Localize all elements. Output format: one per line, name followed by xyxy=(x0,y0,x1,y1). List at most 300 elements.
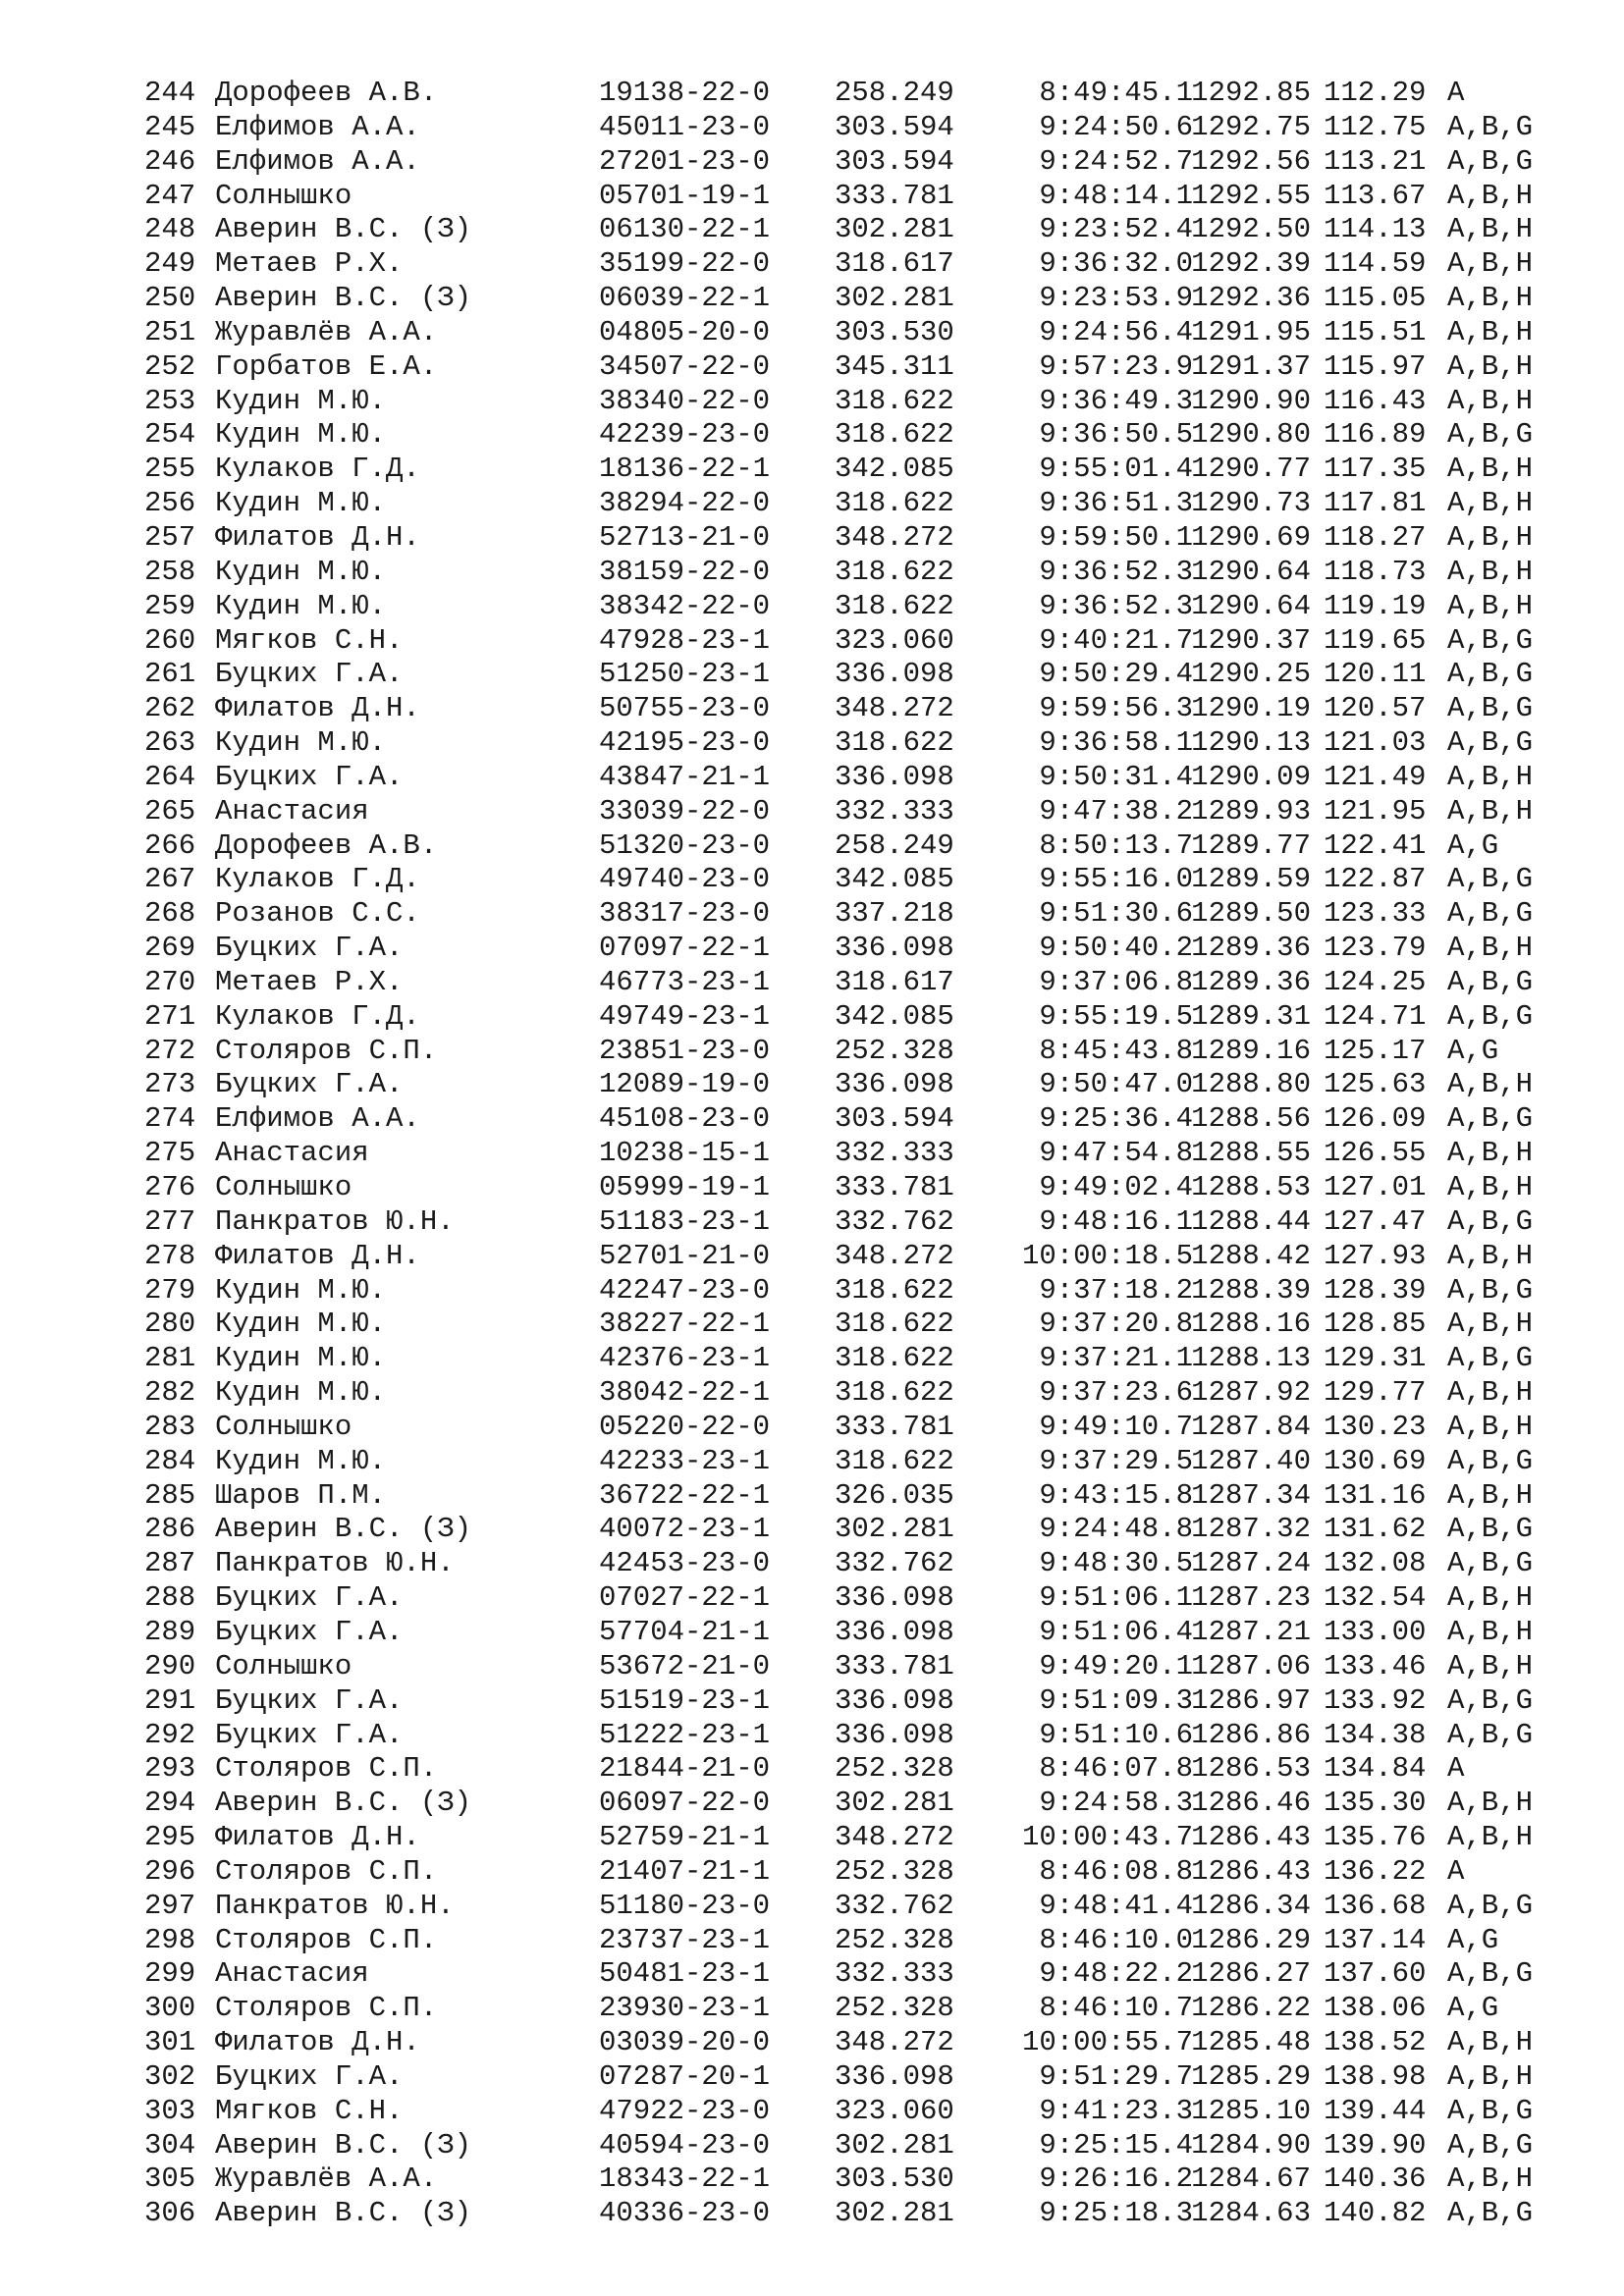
coefficient-cell: 118.27 xyxy=(1324,520,1427,554)
ring-number-cell: 07287-20-1 xyxy=(599,2059,771,2093)
coefficient-cell: 112.29 xyxy=(1324,77,1427,109)
fancier-name-cell: Столяров С.П. xyxy=(215,1034,438,1067)
coefficient-cell: 124.25 xyxy=(1324,965,1427,998)
speed-cell: 1286.22 xyxy=(1191,1992,1311,2025)
place-cell: 292 xyxy=(144,1718,196,1751)
arrival-time-cell: 9:47:54.8 xyxy=(1039,1137,1193,1170)
distance-cell: 318.622 xyxy=(835,1342,954,1375)
flags-cell: A,B,G xyxy=(1447,1204,1534,1238)
ring-number-cell: 04805-20-0 xyxy=(599,315,771,348)
table-row xyxy=(144,1719,1558,1753)
arrival-time-cell: 9:25:18.3 xyxy=(1039,2197,1193,2230)
flags-cell: A,B,H xyxy=(1447,589,1534,622)
place-cell: 283 xyxy=(144,1410,196,1443)
table-row xyxy=(144,316,1558,350)
place-cell: 260 xyxy=(144,623,196,657)
fancier-name-cell: Буцких Г.А. xyxy=(215,2059,404,2093)
speed-cell: 1290.73 xyxy=(1191,487,1311,520)
fancier-name-cell: Солнышко xyxy=(215,1410,352,1443)
ring-number-cell: 33039-22-0 xyxy=(599,794,771,828)
arrival-time-cell: 9:50:47.0 xyxy=(1039,1068,1193,1101)
distance-cell: 303.530 xyxy=(835,315,954,348)
place-cell: 257 xyxy=(144,520,196,554)
place-cell: 282 xyxy=(144,1376,196,1410)
distance-cell: 348.272 xyxy=(835,2026,954,2059)
place-cell: 291 xyxy=(144,1683,196,1717)
distance-cell: 258.249 xyxy=(835,77,954,109)
ring-number-cell: 42195-23-0 xyxy=(599,726,771,760)
flags-cell: A,B,G xyxy=(1447,144,1534,178)
distance-cell: 323.060 xyxy=(835,623,954,657)
fancier-name-cell: Аверин В.С. (З) xyxy=(215,282,472,315)
arrival-time-cell: 9:50:40.2 xyxy=(1039,932,1193,965)
speed-cell: 1287.40 xyxy=(1191,1444,1311,1477)
fancier-name-cell: Аверин В.С. (З) xyxy=(215,1787,472,1820)
ring-number-cell: 51250-23-1 xyxy=(599,658,771,691)
coefficient-cell: 121.95 xyxy=(1324,794,1427,828)
place-cell: 301 xyxy=(144,2026,196,2059)
coefficient-cell: 113.67 xyxy=(1324,179,1427,212)
fancier-name-cell: Анастасия xyxy=(215,1957,369,1991)
table-row xyxy=(144,1376,1558,1411)
coefficient-cell: 138.52 xyxy=(1324,2026,1427,2059)
speed-cell: 1288.56 xyxy=(1191,1102,1311,1136)
flags-cell: A,B,G xyxy=(1447,2128,1534,2162)
fancier-name-cell: Буцких Г.А. xyxy=(215,1581,404,1615)
coefficient-cell: 139.44 xyxy=(1324,2094,1427,2127)
speed-cell: 1292.55 xyxy=(1191,179,1311,212)
ring-number-cell: 38042-22-1 xyxy=(599,1376,771,1410)
flags-cell: A,B,H xyxy=(1447,487,1534,520)
fancier-name-cell: Буцких Г.А. xyxy=(215,1068,404,1101)
coefficient-cell: 117.81 xyxy=(1324,487,1427,520)
distance-cell: 348.272 xyxy=(835,520,954,554)
arrival-time-cell: 9:24:50.6 xyxy=(1039,110,1193,143)
arrival-time-cell: 8:46:07.8 xyxy=(1039,1752,1193,1786)
coefficient-cell: 125.63 xyxy=(1324,1068,1427,1101)
distance-cell: 258.249 xyxy=(835,828,954,862)
flags-cell: A xyxy=(1447,1752,1465,1786)
arrival-time-cell: 9:49:02.4 xyxy=(1039,1171,1193,1203)
fancier-name-cell: Солнышко xyxy=(215,179,352,212)
arrival-time-cell: 8:49:45.1 xyxy=(1039,77,1193,109)
place-cell: 251 xyxy=(144,315,196,348)
flags-cell: A,B,H xyxy=(1447,760,1534,793)
place-cell: 289 xyxy=(144,1615,196,1648)
speed-cell: 1290.64 xyxy=(1191,555,1311,588)
distance-cell: 333.781 xyxy=(835,1410,954,1443)
ring-number-cell: 45108-23-0 xyxy=(599,1102,771,1136)
coefficient-cell: 123.33 xyxy=(1324,897,1427,931)
speed-cell: 1287.06 xyxy=(1191,1649,1311,1682)
flags-cell: A xyxy=(1447,77,1465,109)
distance-cell: 336.098 xyxy=(835,658,954,691)
coefficient-cell: 129.77 xyxy=(1324,1376,1427,1410)
coefficient-cell: 132.54 xyxy=(1324,1581,1427,1615)
ring-number-cell: 35199-22-0 xyxy=(599,247,771,281)
place-cell: 252 xyxy=(144,349,196,383)
distance-cell: 332.762 xyxy=(835,1547,954,1580)
coefficient-cell: 119.19 xyxy=(1324,589,1427,622)
speed-cell: 1286.86 xyxy=(1191,1718,1311,1751)
flags-cell: A,B,H xyxy=(1447,932,1534,965)
fancier-name-cell: Буцких Г.А. xyxy=(215,1718,404,1751)
flags-cell: A,G xyxy=(1447,828,1499,862)
distance-cell: 302.281 xyxy=(835,1787,954,1820)
ring-number-cell: 57704-21-1 xyxy=(599,1615,771,1648)
flags-cell: A,G xyxy=(1447,1034,1499,1067)
speed-cell: 1287.21 xyxy=(1191,1615,1311,1648)
ring-number-cell: 18343-22-1 xyxy=(599,2163,771,2196)
table-row xyxy=(144,247,1558,282)
ring-number-cell: 05701-19-1 xyxy=(599,179,771,212)
arrival-time-cell: 9:48:14.1 xyxy=(1039,179,1193,212)
fancier-name-cell: Столяров С.П. xyxy=(215,1854,438,1888)
speed-cell: 1288.39 xyxy=(1191,1273,1311,1307)
speed-cell: 1290.09 xyxy=(1191,760,1311,793)
fancier-name-cell: Кудин М.Ю. xyxy=(215,589,387,622)
table-row xyxy=(144,1342,1558,1376)
arrival-time-cell: 9:43:15.8 xyxy=(1039,1478,1193,1512)
coefficient-cell: 116.43 xyxy=(1324,384,1427,417)
table-row xyxy=(144,1890,1558,1924)
place-cell: 263 xyxy=(144,726,196,760)
coefficient-cell: 128.85 xyxy=(1324,1308,1427,1341)
speed-cell: 1291.95 xyxy=(1191,315,1311,348)
place-cell: 277 xyxy=(144,1204,196,1238)
distance-cell: 318.622 xyxy=(835,384,954,417)
place-cell: 287 xyxy=(144,1547,196,1580)
place-cell: 298 xyxy=(144,1923,196,1956)
ring-number-cell: 52759-21-1 xyxy=(599,1821,771,1854)
flags-cell: A,B,H xyxy=(1447,2026,1534,2059)
speed-cell: 1286.27 xyxy=(1191,1957,1311,1991)
place-cell: 250 xyxy=(144,282,196,315)
ring-number-cell: 47922-23-0 xyxy=(599,2094,771,2127)
table-row xyxy=(144,350,1558,385)
distance-cell: 348.272 xyxy=(835,1239,954,1272)
ring-number-cell: 50755-23-0 xyxy=(599,692,771,725)
fancier-name-cell: Аверин В.С. (З) xyxy=(215,2128,472,2162)
coefficient-cell: 121.03 xyxy=(1324,726,1427,760)
ring-number-cell: 05999-19-1 xyxy=(599,1171,771,1203)
coefficient-cell: 136.68 xyxy=(1324,1889,1427,1922)
speed-cell: 1290.69 xyxy=(1191,520,1311,554)
arrival-time-cell: 8:50:13.7 xyxy=(1039,828,1193,862)
coefficient-cell: 113.21 xyxy=(1324,144,1427,178)
speed-cell: 1290.25 xyxy=(1191,658,1311,691)
arrival-time-cell: 9:24:58.3 xyxy=(1039,1787,1193,1820)
arrival-time-cell: 9:50:29.4 xyxy=(1039,658,1193,691)
place-cell: 285 xyxy=(144,1478,196,1512)
arrival-time-cell: 9:51:06.4 xyxy=(1039,1615,1193,1648)
coefficient-cell: 128.39 xyxy=(1324,1273,1427,1307)
fancier-name-cell: Буцких Г.А. xyxy=(215,932,404,965)
place-cell: 267 xyxy=(144,863,196,896)
flags-cell: A,B,G xyxy=(1447,623,1534,657)
arrival-time-cell: 9:51:29.7 xyxy=(1039,2059,1193,2093)
ring-number-cell: 43847-21-1 xyxy=(599,760,771,793)
fancier-name-cell: Кудин М.Ю. xyxy=(215,1444,387,1477)
fancier-name-cell: Елфимов А.А. xyxy=(215,1102,420,1136)
coefficient-cell: 133.00 xyxy=(1324,1615,1427,1648)
coefficient-cell: 129.31 xyxy=(1324,1342,1427,1375)
place-cell: 259 xyxy=(144,589,196,622)
arrival-time-cell: 9:49:10.7 xyxy=(1039,1410,1193,1443)
distance-cell: 342.085 xyxy=(835,863,954,896)
table-row xyxy=(144,1616,1558,1650)
flags-cell: A,B,G xyxy=(1447,1342,1534,1375)
place-cell: 284 xyxy=(144,1444,196,1477)
table-row xyxy=(144,1137,1558,1171)
table-row xyxy=(144,1308,1558,1342)
table-row xyxy=(144,1855,1558,1890)
table-row xyxy=(144,2095,1558,2129)
speed-cell: 1285.48 xyxy=(1191,2026,1311,2059)
flags-cell: A xyxy=(1447,1854,1465,1888)
place-cell: 246 xyxy=(144,144,196,178)
distance-cell: 303.594 xyxy=(835,110,954,143)
place-cell: 262 xyxy=(144,692,196,725)
fancier-name-cell: Розанов С.С. xyxy=(215,897,420,931)
coefficient-cell: 138.98 xyxy=(1324,2059,1427,2093)
distance-cell: 318.622 xyxy=(835,589,954,622)
place-cell: 245 xyxy=(144,110,196,143)
fancier-name-cell: Панкратов Ю.Н. xyxy=(215,1547,455,1580)
distance-cell: 252.328 xyxy=(835,1034,954,1067)
place-cell: 248 xyxy=(144,213,196,246)
arrival-time-cell: 9:40:21.7 xyxy=(1039,623,1193,657)
table-row xyxy=(144,2197,1558,2231)
flags-cell: A,B,G xyxy=(1447,1273,1534,1307)
speed-cell: 1288.16 xyxy=(1191,1308,1311,1341)
place-cell: 278 xyxy=(144,1239,196,1272)
table-row xyxy=(144,1924,1558,1958)
fancier-name-cell: Панкратов Ю.Н. xyxy=(215,1889,455,1922)
speed-cell: 1290.90 xyxy=(1191,384,1311,417)
ring-number-cell: 47928-23-1 xyxy=(599,623,771,657)
speed-cell: 1289.93 xyxy=(1191,794,1311,828)
flags-cell: A,B,G xyxy=(1447,863,1534,896)
place-cell: 296 xyxy=(144,1854,196,1888)
coefficient-cell: 140.36 xyxy=(1324,2163,1427,2196)
arrival-time-cell: 9:24:52.7 xyxy=(1039,144,1193,178)
place-cell: 256 xyxy=(144,487,196,520)
place-cell: 281 xyxy=(144,1342,196,1375)
distance-cell: 318.622 xyxy=(835,555,954,588)
table-row xyxy=(144,1171,1558,1205)
place-cell: 305 xyxy=(144,2163,196,2196)
fancier-name-cell: Метаев Р.Х. xyxy=(215,965,404,998)
flags-cell: A,B,G xyxy=(1447,2094,1534,2127)
fancier-name-cell: Елфимов А.А. xyxy=(215,110,420,143)
coefficient-cell: 132.08 xyxy=(1324,1547,1427,1580)
arrival-time-cell: 9:57:23.9 xyxy=(1039,349,1193,383)
arrival-time-cell: 9:50:31.4 xyxy=(1039,760,1193,793)
coefficient-cell: 120.57 xyxy=(1324,692,1427,725)
coefficient-cell: 116.89 xyxy=(1324,418,1427,452)
arrival-time-cell: 9:48:41.4 xyxy=(1039,1889,1193,1922)
ring-number-cell: 49749-23-1 xyxy=(599,999,771,1033)
distance-cell: 252.328 xyxy=(835,1854,954,1888)
distance-cell: 348.272 xyxy=(835,692,954,725)
place-cell: 268 xyxy=(144,897,196,931)
arrival-time-cell: 9:25:15.4 xyxy=(1039,2128,1193,2162)
table-row xyxy=(144,829,1558,864)
arrival-time-cell: 9:37:18.2 xyxy=(1039,1273,1193,1307)
speed-cell: 1289.77 xyxy=(1191,828,1311,862)
flags-cell: A,B,G xyxy=(1447,1889,1534,1922)
table-row xyxy=(144,1205,1558,1240)
table-row xyxy=(144,2163,1558,2197)
flags-cell: A,B,G xyxy=(1447,1547,1534,1580)
place-cell: 299 xyxy=(144,1957,196,1991)
distance-cell: 337.218 xyxy=(835,897,954,931)
table-row xyxy=(144,145,1558,180)
place-cell: 273 xyxy=(144,1068,196,1101)
coefficient-cell: 115.05 xyxy=(1324,282,1427,315)
table-row xyxy=(144,1752,1558,1787)
fancier-name-cell: Кулаков Г.Д. xyxy=(215,999,420,1033)
table-row xyxy=(144,2129,1558,2163)
distance-cell: 333.781 xyxy=(835,1649,954,1682)
distance-cell: 318.622 xyxy=(835,487,954,520)
distance-cell: 336.098 xyxy=(835,2059,954,2093)
arrival-time-cell: 9:36:51.3 xyxy=(1039,487,1193,520)
distance-cell: 336.098 xyxy=(835,1581,954,1615)
ring-number-cell: 23851-23-0 xyxy=(599,1034,771,1067)
distance-cell: 332.762 xyxy=(835,1204,954,1238)
flags-cell: A,B,H xyxy=(1447,1068,1534,1101)
arrival-time-cell: 8:46:10.7 xyxy=(1039,1992,1193,2025)
place-cell: 244 xyxy=(144,77,196,109)
coefficient-cell: 124.71 xyxy=(1324,999,1427,1033)
distance-cell: 302.281 xyxy=(835,1513,954,1546)
fancier-name-cell: Елфимов А.А. xyxy=(215,144,420,178)
speed-cell: 1286.43 xyxy=(1191,1854,1311,1888)
speed-cell: 1290.64 xyxy=(1191,589,1311,622)
fancier-name-cell: Дорофеев А.В. xyxy=(215,77,438,109)
coefficient-cell: 117.35 xyxy=(1324,453,1427,486)
speed-cell: 1286.53 xyxy=(1191,1752,1311,1786)
speed-cell: 1287.34 xyxy=(1191,1478,1311,1512)
place-cell: 297 xyxy=(144,1889,196,1922)
results-table xyxy=(144,77,1558,2231)
coefficient-cell: 126.09 xyxy=(1324,1102,1427,1136)
speed-cell: 1284.63 xyxy=(1191,2197,1311,2230)
ring-number-cell: 42376-23-1 xyxy=(599,1342,771,1375)
table-row xyxy=(144,1445,1558,1479)
arrival-time-cell: 9:51:09.3 xyxy=(1039,1683,1193,1717)
table-row xyxy=(144,453,1558,487)
speed-cell: 1287.92 xyxy=(1191,1376,1311,1410)
table-row xyxy=(144,1513,1558,1547)
distance-cell: 303.594 xyxy=(835,1102,954,1136)
coefficient-cell: 127.93 xyxy=(1324,1239,1427,1272)
place-cell: 286 xyxy=(144,1513,196,1546)
speed-cell: 1290.80 xyxy=(1191,418,1311,452)
fancier-name-cell: Анастасия xyxy=(215,794,369,828)
ring-number-cell: 51183-23-1 xyxy=(599,1204,771,1238)
speed-cell: 1287.84 xyxy=(1191,1410,1311,1443)
arrival-time-cell: 8:46:10.0 xyxy=(1039,1923,1193,1956)
fancier-name-cell: Буцких Г.А. xyxy=(215,760,404,793)
table-row xyxy=(144,1035,1558,1069)
place-cell: 275 xyxy=(144,1137,196,1170)
speed-cell: 1292.85 xyxy=(1191,77,1311,109)
fancier-name-cell: Буцких Г.А. xyxy=(215,1615,404,1648)
flags-cell: A,B,G xyxy=(1447,965,1534,998)
place-cell: 264 xyxy=(144,760,196,793)
coefficient-cell: 114.13 xyxy=(1324,213,1427,246)
flags-cell: A,B,H xyxy=(1447,453,1534,486)
ring-number-cell: 52713-21-0 xyxy=(599,520,771,554)
arrival-time-cell: 9:26:16.2 xyxy=(1039,2163,1193,2196)
ring-number-cell: 21407-21-1 xyxy=(599,1854,771,1888)
ring-number-cell: 40594-23-0 xyxy=(599,2128,771,2162)
distance-cell: 348.272 xyxy=(835,1821,954,1854)
table-row xyxy=(144,1547,1558,1581)
place-cell: 304 xyxy=(144,2128,196,2162)
flags-cell: A,B,G xyxy=(1447,110,1534,143)
speed-cell: 1292.75 xyxy=(1191,110,1311,143)
arrival-time-cell: 9:36:58.1 xyxy=(1039,726,1193,760)
ring-number-cell: 40072-23-1 xyxy=(599,1513,771,1546)
flags-cell: A,B,G xyxy=(1447,1102,1534,1136)
fancier-name-cell: Филатов Д.Н. xyxy=(215,2026,420,2059)
speed-cell: 1292.56 xyxy=(1191,144,1311,178)
speed-cell: 1288.13 xyxy=(1191,1342,1311,1375)
distance-cell: 336.098 xyxy=(835,760,954,793)
arrival-time-cell: 9:36:52.3 xyxy=(1039,589,1193,622)
coefficient-cell: 121.49 xyxy=(1324,760,1427,793)
place-cell: 279 xyxy=(144,1273,196,1307)
arrival-time-cell: 9:59:56.3 xyxy=(1039,692,1193,725)
coefficient-cell: 112.75 xyxy=(1324,110,1427,143)
distance-cell: 252.328 xyxy=(835,1752,954,1786)
table-row xyxy=(144,180,1558,214)
table-row xyxy=(144,556,1558,590)
coefficient-cell: 123.79 xyxy=(1324,932,1427,965)
place-cell: 303 xyxy=(144,2094,196,2127)
fancier-name-cell: Журавлёв А.А. xyxy=(215,2163,438,2196)
fancier-name-cell: Столяров С.П. xyxy=(215,1752,438,1786)
distance-cell: 336.098 xyxy=(835,932,954,965)
table-row xyxy=(144,863,1558,897)
fancier-name-cell: Кудин М.Ю. xyxy=(215,1273,387,1307)
distance-cell: 318.622 xyxy=(835,1308,954,1341)
place-cell: 272 xyxy=(144,1034,196,1067)
flags-cell: A,B,H xyxy=(1447,247,1534,281)
fancier-name-cell: Кудин М.Ю. xyxy=(215,1376,387,1410)
table-row xyxy=(144,521,1558,556)
ring-number-cell: 51222-23-1 xyxy=(599,1718,771,1751)
arrival-time-cell: 9:36:32.0 xyxy=(1039,247,1193,281)
arrival-time-cell: 9:59:50.1 xyxy=(1039,520,1193,554)
speed-cell: 1292.50 xyxy=(1191,213,1311,246)
flags-cell: A,B,H xyxy=(1447,1787,1534,1820)
ring-number-cell: 23930-23-1 xyxy=(599,1992,771,2025)
ring-number-cell: 50481-23-1 xyxy=(599,1957,771,1991)
ring-number-cell: 05220-22-0 xyxy=(599,1410,771,1443)
table-row xyxy=(144,1821,1558,1855)
arrival-time-cell: 9:55:01.4 xyxy=(1039,453,1193,486)
coefficient-cell: 135.76 xyxy=(1324,1821,1427,1854)
flags-cell: A,B,G xyxy=(1447,692,1534,725)
fancier-name-cell: Кудин М.Ю. xyxy=(215,384,387,417)
distance-cell: 332.333 xyxy=(835,1957,954,1991)
fancier-name-cell: Шаров П.М. xyxy=(215,1478,387,1512)
